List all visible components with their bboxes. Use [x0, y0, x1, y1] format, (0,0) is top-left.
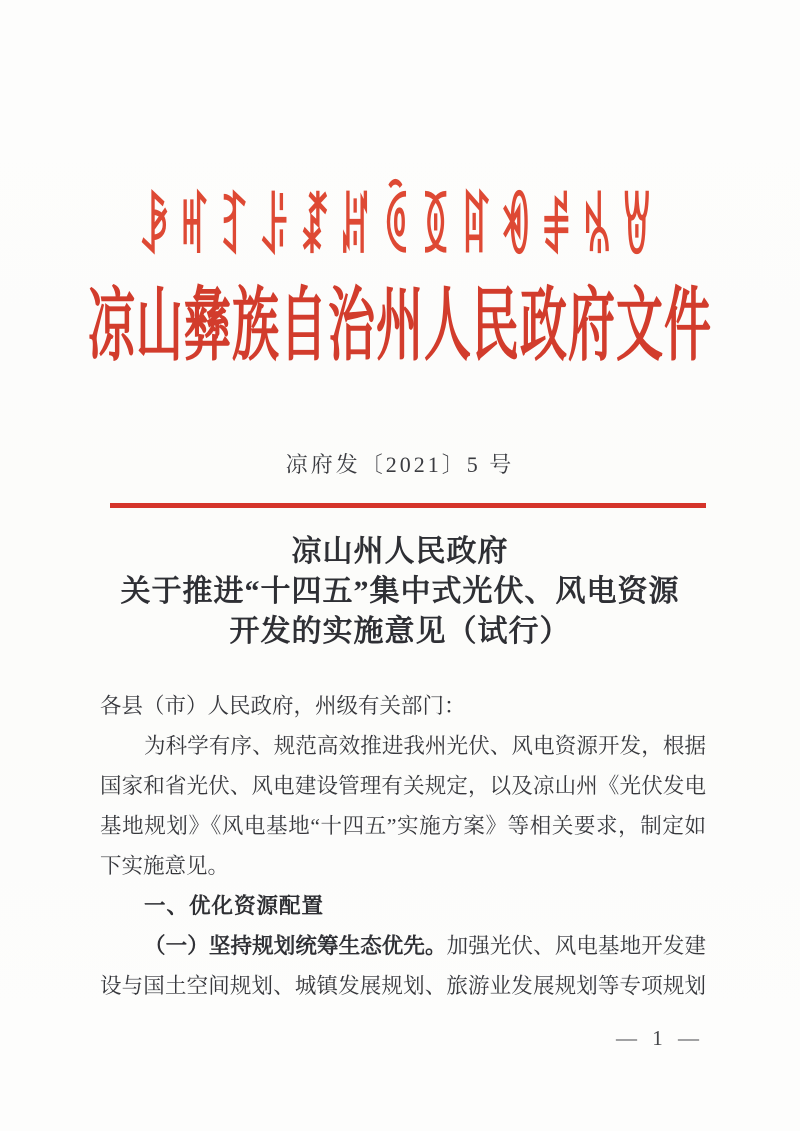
page-number: — 1 —: [616, 1026, 704, 1050]
paragraph-line: 国家和省光伏、风电建设管理有关规定，以及凉山州《光伏发电: [100, 774, 706, 798]
paragraph-line: 基地规划》《风电基地“十四五”实施方案》等相关要求，制定如: [100, 814, 706, 838]
title-line-2: 关于推进“十四五”集中式光伏、风电资源: [120, 575, 680, 608]
doc-number: 凉府发〔2021〕5 号: [285, 452, 515, 477]
section-heading: 一、优化资源配置: [144, 894, 325, 918]
paragraph-line: 设与国土空间规划、城镇发展规划、旅游业发展规划等专项规划: [100, 974, 706, 998]
yi-script-masthead: ꆃꎭꆈꌠꊨꏦꏱꅉꍏꏓꂱꁱꇐ: [138, 190, 662, 268]
paragraph-text: 加强光伏、风电基地开发建: [446, 934, 706, 958]
masthead-title: 凉山彝族自治州人民政府文件: [88, 282, 712, 372]
title-line-3: 开发的实施意见（试行）: [229, 615, 571, 648]
red-separator-line: [110, 503, 706, 508]
paragraph-line: 下实施意见。: [100, 854, 230, 878]
document-title: [0, 532, 800, 652]
paragraph-lead: （一）坚持规划统筹生态优先。: [144, 934, 447, 958]
paragraph-line: 为科学有序、规范高效推进我州光伏、风电资源开发，根据: [144, 734, 706, 758]
salutation-line: 各县（市）人民政府，州级有关部门：: [100, 694, 466, 718]
title-line-1: 凉山州人民政府: [291, 535, 509, 568]
paragraph-line: [100, 926, 706, 966]
document-body: [100, 686, 706, 1006]
